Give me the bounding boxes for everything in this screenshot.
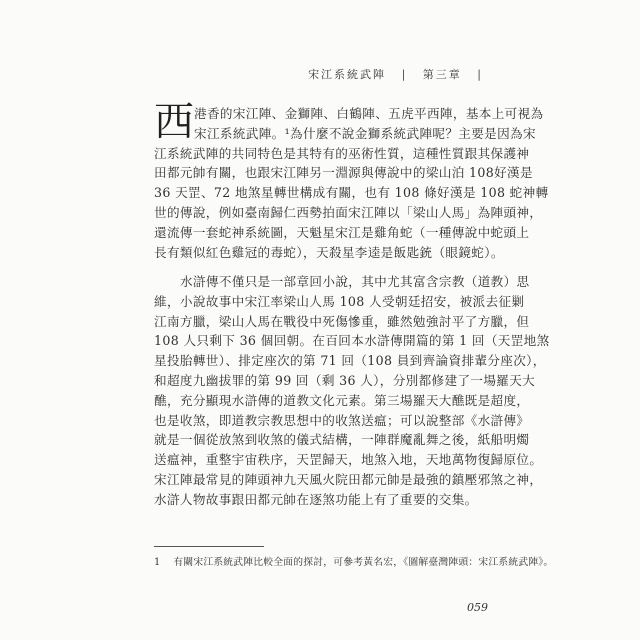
paragraph-line: 長有類似紅色雞冠的毒蛇），天殺星李逵是飯匙銃（眼鏡蛇）。 xyxy=(154,244,504,260)
page-number: 059 xyxy=(467,601,488,614)
paragraph-line: 宋江系統武陣。¹為什麼不說金獅系統武陣呢？主要是因為宋 xyxy=(194,125,536,141)
paragraph-line: 也是收煞，即道教宗教思想中的收煞送瘟；可以說整部《水滸傳》 xyxy=(154,412,530,428)
paragraph-2 xyxy=(154,272,550,510)
footnote-number: 1 xyxy=(154,557,161,568)
paragraph-line: 水滸傳不僅只是一部章回小說，其中尤其富含宗教（道教）思 xyxy=(180,274,530,289)
header-end-separator: | xyxy=(477,68,483,81)
footnote-divider xyxy=(154,546,264,547)
running-header xyxy=(308,66,493,82)
paragraph-line: 星投胎轉世）、排定座次的第 71 回（108 員到齊論資排輩分座次）， xyxy=(154,353,546,369)
paragraph-line: 108 人只剩下 36 個回朝。在百回本水滸傳開篇的第 1 回（天罡地煞 xyxy=(154,333,550,349)
paragraph-line: 江系統武陣的共同特色是其特有的巫術性質，這種性質跟其保護神 xyxy=(154,145,530,161)
paragraph-line: 送瘟神，重整宇宙秩序，天罡歸天，地煞入地，天地萬物復歸原位。 xyxy=(154,452,543,468)
footnote-text: 有關宋江系統武陣比較全面的探討，可參考黃名宏，《圖解臺灣陣頭：宋江系統武陣》。 xyxy=(173,557,554,568)
paragraph-line: 維，小說故事中宋江率梁山人馬 108 人受朝廷招安，被派去征剿 xyxy=(154,293,525,309)
header-chapter: 第三章 xyxy=(422,68,462,81)
header-separator: | xyxy=(401,68,408,81)
footnote xyxy=(154,554,553,568)
paragraph-1 xyxy=(154,104,549,262)
paragraph-line: 就是一個從放煞到收煞的儀式結構，一陣群魔亂舞之後，紙船明燭 xyxy=(154,432,530,448)
drop-cap: 西 xyxy=(154,99,194,145)
paragraph-line: 田都元帥有關，也跟宋江陣另一淵源與傳說中的梁山泊 108好漢是 xyxy=(154,165,533,181)
paragraph-line: 港香的宋江陣、金獅陣、白鶴陣、五虎平西陣，基本上可視為 xyxy=(194,106,544,121)
paragraph-line: 還流傳一套蛇神系統圖，天魁星宋江是雞角蛇（一種傳說中蛇頭上 xyxy=(154,224,530,240)
header-section-title: 宋江系統武陣 xyxy=(308,68,387,81)
paragraph-line: 醮，充分顯現水滸傳的道教文化元素。第三場羅天大醮既是超度， xyxy=(154,392,530,408)
paragraph-line: 36 天罡、72 地煞星轉世構成有關，也有 108 條好漢是 108 蛇神轉 xyxy=(154,185,549,201)
paragraph-line: 和超度九幽拔罪的第 99 回（剩 36 人），分別都修建了一場羅天大 xyxy=(154,372,536,388)
paragraph-line: 水滸人物故事跟田都元帥在逐煞功能上有了重要的交集。 xyxy=(154,491,478,507)
paragraph-line: 江南方臘，梁山人馬在戰役中死傷慘重，雖然勉強討平了方臘，但 xyxy=(154,313,530,329)
paragraph-line: 世的傳說，例如臺南歸仁西勢拍面宋江陣以「梁山人馬」為陣頭神， xyxy=(154,204,543,220)
paragraph-line: 宋江陣最常見的陣頭神九天風火院田都元帥是最強的鎮壓邪煞之神， xyxy=(154,471,543,487)
